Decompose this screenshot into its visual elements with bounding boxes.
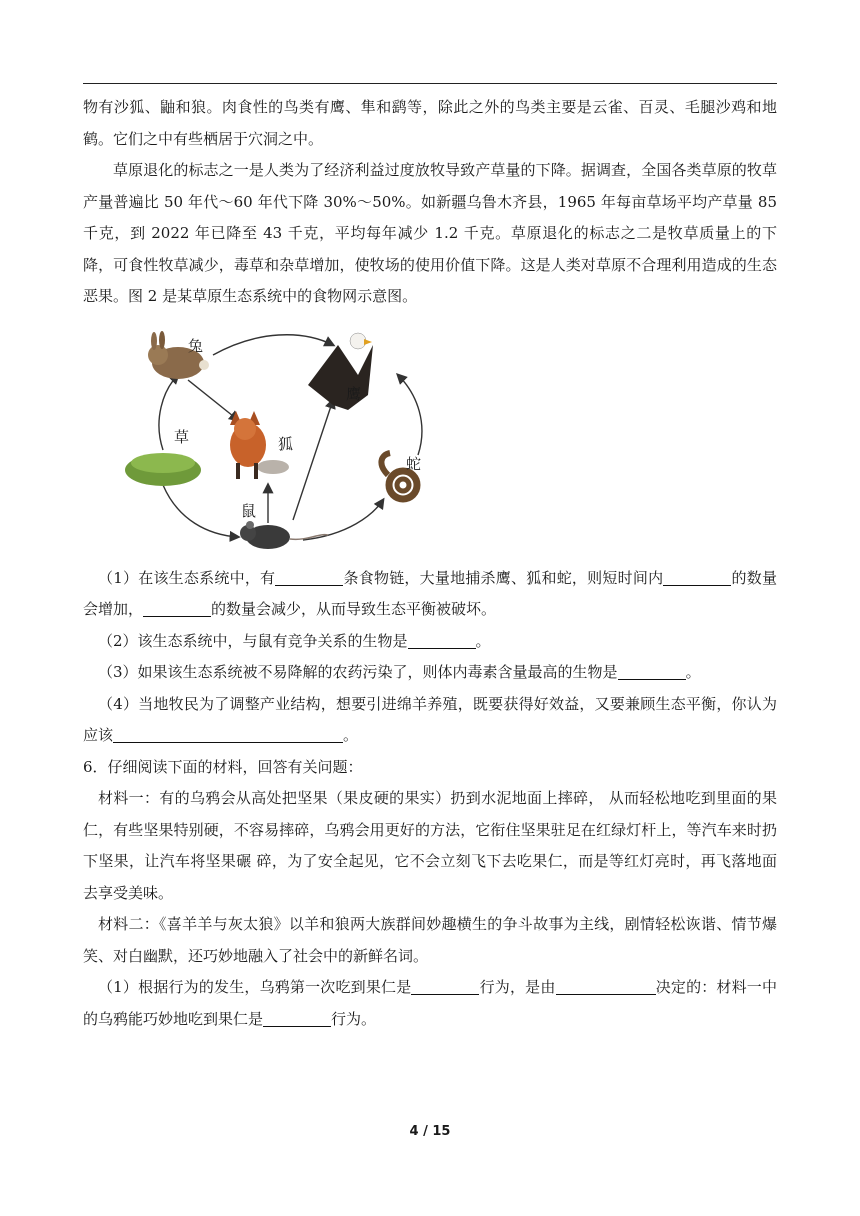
q4-text-b: 。: [343, 726, 359, 744]
section-6-heading: 6．仔细阅读下面的材料，回答有关问题：: [83, 757, 363, 776]
q1-text-b: 条食物链，大量地捕杀鹰、狐和蛇，则短时间内: [343, 568, 664, 587]
food-web-figure: [118, 325, 448, 555]
material-2: 材料二：《喜羊羊与灰太狼》以羊和狼两大族群间妙趣横生的争斗故事为主线，剧情轻松诙谐、情节爆笑、对白幽默，还巧妙地融入了社会中的新鲜名词。: [83, 915, 777, 965]
label-rabbit: 兔: [188, 336, 204, 355]
q3-text-a: （3）如果该生态系统被不易降解的农药污染了，则体内毒素含量最高的生物是: [98, 663, 618, 681]
arrow-snake-eagle: [398, 375, 422, 455]
page-content: [83, 92, 777, 1035]
q2-blank[interactable]: [408, 632, 476, 649]
paragraph-continued: 物有沙狐、鼬和狼。肉食性的鸟类有鹰、隼和鹞等，除此之外的鸟类主要是云雀、百灵、毛腿沙鸡和地鹤。它们之中有些栖居于穴洞之中。: [83, 98, 777, 148]
s6q1-blank-3[interactable]: [263, 1010, 331, 1027]
q3-text-b: 。: [685, 663, 701, 681]
q1-blank-3[interactable]: [143, 600, 211, 617]
question-4: [83, 689, 777, 752]
label-fox: 狐: [278, 434, 294, 453]
eagle-icon: [308, 333, 373, 410]
s6q1-text-d: 行为。: [331, 1009, 377, 1028]
question-3: [83, 657, 777, 689]
arrow-grass-mouse: [163, 485, 238, 537]
label-eagle: 鹰: [346, 384, 362, 403]
label-snake: 蛇: [406, 454, 422, 473]
q2-text-a: （2）该生态系统中，与鼠有竞争关系的生物是: [98, 631, 408, 650]
arrow-mouse-snake: [303, 500, 383, 540]
q1-blank-2[interactable]: [663, 569, 731, 586]
q4-text-a: （4）当地牧民为了调整产业结构，想要引进绵羊养殖，既要获得好效益，又要兼顾生态平衡，你认为应该: [83, 694, 777, 744]
label-mouse: 鼠: [241, 501, 257, 520]
arrow-rabbit-fox: [188, 380, 238, 420]
q1-text-a: （1）在该生态系统中，有: [98, 568, 276, 587]
s6q1-text-c: 决定的：材料一中的乌鸦能巧妙地吃到果仁是: [83, 978, 777, 1028]
q4-blank[interactable]: [113, 726, 343, 743]
arrow-mouse-eagle: [293, 400, 333, 520]
q1-text-c: 的数量会增加，: [83, 568, 777, 618]
section-6-question-1: [83, 972, 777, 1035]
q3-blank[interactable]: [618, 663, 686, 680]
s6q1-blank-2[interactable]: [556, 978, 656, 995]
s6q1-text-b: 行为，是由: [479, 978, 556, 996]
s6q1-text-a: （1）根据行为的发生，乌鸦第一次吃到果仁是: [98, 978, 412, 996]
q1-text-d: 的数量会减少，从而导致生态平衡被破坏。: [211, 600, 497, 618]
label-grass: 草: [174, 427, 190, 446]
page-number: 4 / 15: [409, 1124, 451, 1139]
question-1: [83, 563, 777, 626]
material-1: 材料一：有的乌鸦会从高处把坚果（果皮硬的果实）扔到水泥地面上摔碎， 从而轻松地吃到里面的果仁，有些坚果特别硬，不容易摔碎，乌鸦会用更好的方法，它衔住坚果驻足在红绿灯杆上，等汽车来时扔下坚果，让汽车将坚果碾 碎，为了安全起见，它不会立刻飞下去吃果仁，而是等红灯亮时，再飞落地面 去享受美味。: [83, 789, 777, 902]
question-2: [83, 626, 777, 658]
s6q1-blank-1[interactable]: [411, 978, 479, 995]
paragraph-grassland: 草原退化的标志之一是人类为了经济利益过度放牧导致产草量的下降。据调查，全国各类草原的牧草产量普遍比 50 年代～60 年代下降 30%～50%。如新疆乌鲁木齐县，1965 年每亩草场平均产草量 85 千克，到 2022 年已降至 43 千克，平均每年减少 1.2 千克。草原退化的标志之二是牧草质量上的下降，可食性牧草减少，毒草和杂草增加，使牧场的使用价值下降。这是人类对草原不合理利用造成的生态恶果。图 2 是某草原生态系统中的食物网示意图。: [83, 161, 777, 305]
header-rule: [83, 83, 777, 84]
arrow-rabbit-eagle: [213, 334, 333, 354]
q1-blank-1[interactable]: [275, 569, 343, 586]
grass-icon: [125, 453, 201, 486]
q2-text-b: 。: [475, 631, 491, 650]
